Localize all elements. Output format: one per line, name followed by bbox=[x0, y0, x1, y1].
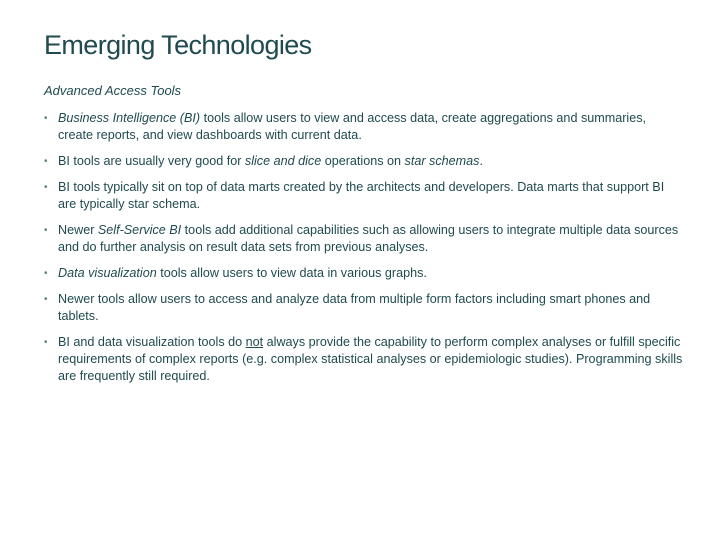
bullet-text: always provide the capability to perform complex analyses or fulfill specific requirements of complex reports (e.g. complex statistical analyses or epidemiologic studies). Programming skills are frequently still required. bbox=[58, 335, 683, 383]
bullet-text-emphasis: slice and dice bbox=[244, 154, 322, 168]
bullet-list bbox=[44, 110, 684, 394]
bullet-text: tools add additional capabilities such as allowing users to integrate multiple data sources and do further analysis on result data sets from previous analyses. bbox=[58, 223, 679, 254]
bullet-text-emphasis: Self-Service BI bbox=[97, 223, 182, 237]
bullet-text: Newer bbox=[58, 223, 98, 237]
bullet-text: operations on bbox=[321, 154, 405, 168]
bullet-icon: • bbox=[44, 182, 48, 193]
slide-title: Emerging Technologies bbox=[44, 30, 312, 60]
bullet-item-bi-tools bbox=[44, 110, 684, 144]
bullet-icon: • bbox=[44, 156, 48, 167]
bullet-item-limitations bbox=[44, 334, 684, 385]
bullet-text-emphasis: star schemas bbox=[404, 154, 480, 168]
bullet-item-form-factors bbox=[44, 291, 684, 325]
bullet-text-underlined: not bbox=[245, 335, 264, 349]
bullet-text: tools allow users to view data in various graphs. bbox=[156, 266, 427, 280]
bullet-text: tools allow users to view and access data, create aggregations and summaries, create reports, and view dashboards with current data. bbox=[58, 111, 647, 142]
bullet-icon: • bbox=[44, 337, 48, 348]
bullet-icon: • bbox=[44, 113, 48, 124]
bullet-item-data-visualization bbox=[44, 265, 684, 282]
bullet-text-emphasis: Data visualization bbox=[58, 266, 157, 280]
bullet-text-emphasis: Business Intelligence (BI) bbox=[58, 111, 201, 125]
bullet-text: BI tools are usually very good for bbox=[58, 154, 245, 168]
bullet-text: Newer tools allow users to access and analyze data from multiple form factors including smart phones and tablets. bbox=[58, 292, 651, 323]
bullet-item-slice-dice bbox=[44, 153, 684, 170]
bullet-text: . bbox=[479, 154, 483, 168]
bullet-item-data-marts bbox=[44, 179, 684, 213]
bullet-icon: • bbox=[44, 294, 48, 305]
bullet-text: BI tools typically sit on top of data marts created by the architects and developers. Data marts that support BI are typically star schema. bbox=[58, 180, 665, 211]
bullet-icon: • bbox=[44, 225, 48, 236]
slide-subtitle: Advanced Access Tools bbox=[44, 83, 182, 98]
bullet-item-self-service-bi bbox=[44, 222, 684, 256]
bullet-text: BI and data visualization tools do bbox=[58, 335, 246, 349]
bullet-icon: • bbox=[44, 268, 48, 279]
